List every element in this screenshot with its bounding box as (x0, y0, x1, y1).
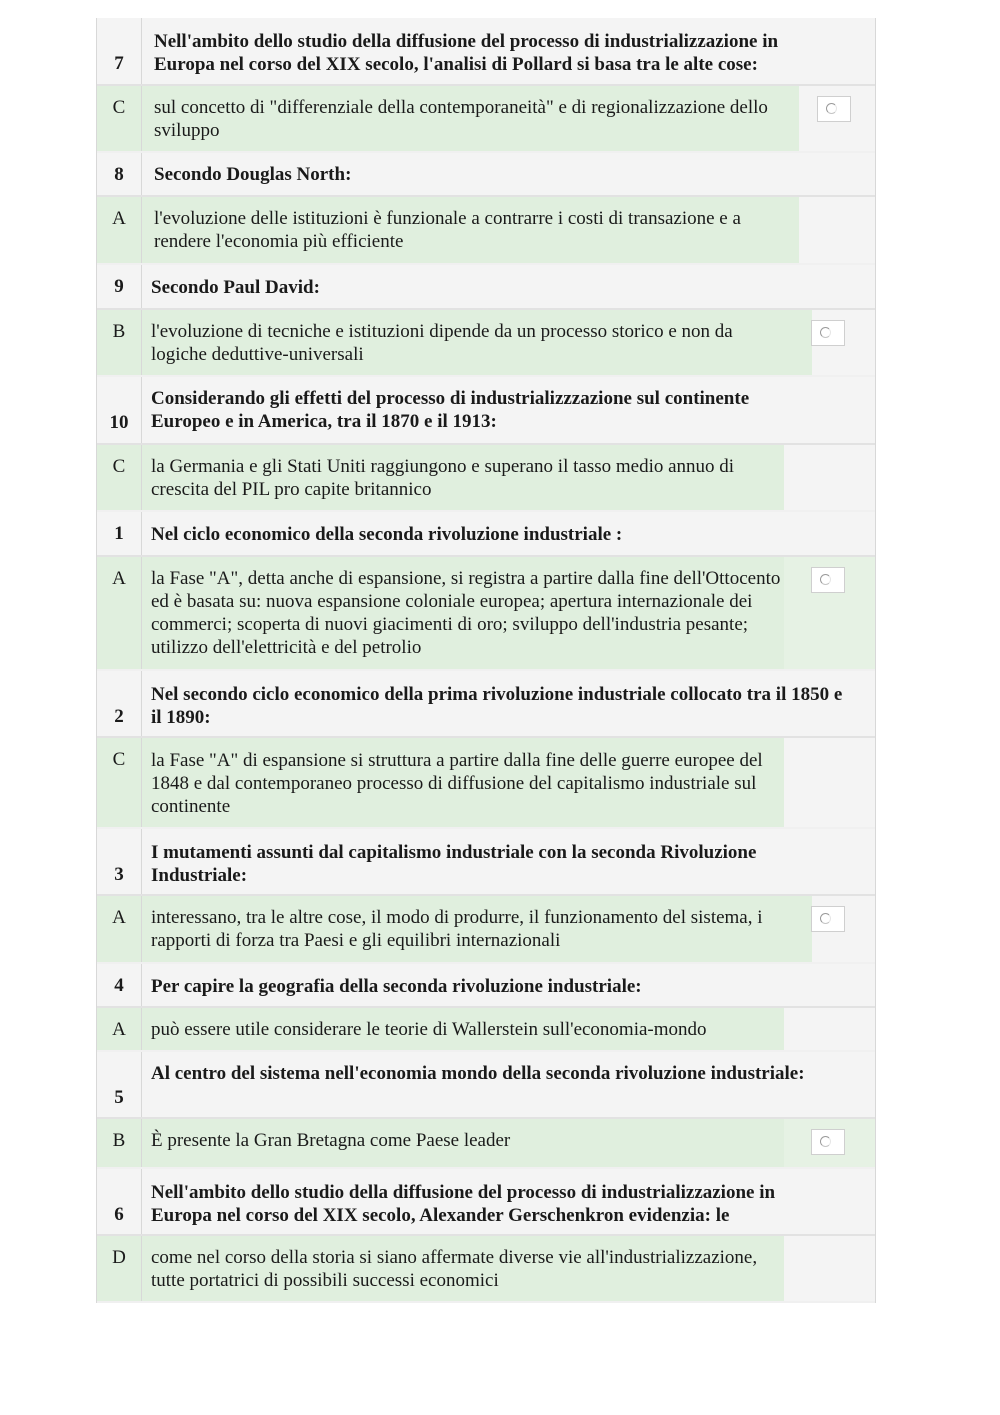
question-text: Nel secondo ciclo economico della prima rivoluzione industriale collocato tra il 1850 e il 1890: (151, 684, 843, 728)
column-divider (141, 197, 142, 263)
column-divider (141, 1008, 142, 1050)
column-divider (141, 265, 142, 308)
question-number: 4 (114, 975, 124, 996)
question-number: 8 (114, 164, 124, 185)
question-number: 1 (114, 523, 124, 544)
column-divider (141, 18, 142, 84)
answer-text: la Fase "A" di espansione si struttura a partire dalla fine delle guerre europee del 1848 e dal contemporaneo processo di diffusione del capitalismo industriale sul continente (151, 750, 763, 817)
question-row (97, 377, 875, 445)
answer-text: l'evoluzione delle istituzioni è funzionale a contrarre i costi di transazione e a rendere l'economia più efficiente (154, 208, 741, 252)
question-text: Nell'ambito dello studio della diffusione del processo di industrializzazione in Europa nel corso del XIX secolo, l'analisi di Pollard si basa tra le alte cose: (154, 31, 779, 75)
answer-row (97, 1008, 875, 1052)
question-number: 3 (114, 864, 124, 885)
column-divider (141, 1169, 142, 1234)
column-divider (141, 1119, 142, 1167)
row-side-cell (784, 1236, 875, 1301)
answer-text: interessano, tra le altre cose, il modo di produrre, il funzionamento del sistema, i rapporti di forza tra Paesi e gli equilibri internazionali (151, 907, 763, 951)
question-number: 2 (114, 706, 124, 727)
answer-row (97, 86, 875, 153)
question-text: Secondo Douglas North: (154, 164, 352, 185)
column-divider (141, 829, 142, 894)
question-number: 7 (114, 53, 124, 74)
column-divider (141, 896, 142, 962)
answer-text: come nel corso della storia si siano affermate diverse vie all'industrializzazione, tutte portatrici di possibili successi economici (151, 1247, 758, 1291)
answer-row (97, 445, 875, 512)
answer-letter: A (112, 907, 126, 928)
answer-letter: C (112, 456, 126, 477)
question-row (97, 18, 875, 86)
column-divider (141, 310, 142, 375)
answer-letter: B (112, 321, 126, 342)
answer-letter: A (112, 568, 126, 589)
answer-text: l'evoluzione di tecniche e istituzioni dipende da un processo storico e non da logiche deduttive-universali (151, 321, 733, 365)
column-divider (141, 738, 142, 827)
question-text: Considerando gli effetti del processo di industrializzzazione sul continente Europeo e in America, tra il 1870 e il 1913: (151, 388, 750, 432)
question-text: Nell'ambito dello studio della diffusione del processo di industrializzazione in Europa nel corso del XIX secolo, Alexander Gerschenkron evidenzia: le (151, 1182, 776, 1226)
column-divider (141, 1236, 142, 1301)
answer-letter: C (112, 97, 126, 118)
row-side-cell (784, 445, 875, 510)
answer-text: sul concetto di "differenziale della contemporaneità" e di regionalizzazione dello sviluppo (154, 97, 768, 141)
question-row (97, 265, 875, 310)
answer-radio-button[interactable] (811, 906, 845, 932)
question-row (97, 153, 875, 197)
answer-text: la Fase "A", detta anche di espansione, si registra a partire dalla fine dell'Ottocento ed è basata su: nuova espansione coloniale europea; apertura internazionale dei commerci; scoperta di nuovi giacimenti di oro; sviluppo dell'industria pesante; utilizzo dell'elettricità e del petrolio (151, 568, 781, 658)
question-row (97, 512, 875, 557)
answer-row (97, 557, 875, 671)
answer-letter: A (112, 208, 126, 229)
question-text: Per capire la geografia della seconda rivoluzione industriale: (151, 976, 642, 997)
answer-row (97, 310, 875, 377)
column-divider (141, 445, 142, 510)
column-divider (141, 153, 142, 195)
answer-row (97, 1119, 875, 1169)
question-row (97, 964, 875, 1008)
answer-text: può essere utile considerare le teorie di Wallerstein sull'economia-mondo (151, 1019, 707, 1040)
answer-radio-button[interactable] (817, 96, 851, 122)
column-divider (141, 671, 142, 736)
answer-text: la Germania e gli Stati Uniti raggiungono e superano il tasso medio annuo di crescita del PIL pro capite britannico (151, 456, 735, 500)
answer-radio-button[interactable] (811, 567, 845, 593)
row-side-cell (784, 738, 875, 827)
column-divider (141, 964, 142, 1006)
column-divider (141, 377, 142, 443)
question-number: 6 (114, 1204, 124, 1225)
answer-text: È presente la Gran Bretagna come Paese leader (151, 1130, 511, 1151)
answer-letter: C (112, 749, 126, 770)
row-side-cell (784, 1008, 875, 1050)
question-row (97, 829, 875, 896)
column-divider (141, 1052, 142, 1117)
answer-letter: A (112, 1019, 126, 1040)
quiz-table (96, 18, 876, 1303)
answer-radio-button[interactable] (811, 1129, 845, 1155)
question-row (97, 1169, 875, 1236)
answer-radio-button[interactable] (811, 320, 845, 346)
answer-row (97, 1236, 875, 1303)
question-number: 5 (114, 1087, 124, 1108)
question-row (97, 671, 875, 738)
answer-row (97, 197, 875, 265)
column-divider (141, 512, 142, 555)
question-number: 10 (109, 412, 129, 433)
answer-letter: B (112, 1130, 126, 1151)
answer-row (97, 896, 875, 964)
column-divider (141, 86, 142, 151)
question-text: Al centro del sistema nell'economia mondo della seconda rivoluzione industriale: (151, 1063, 805, 1084)
answer-letter: D (112, 1247, 126, 1268)
row-side-cell (799, 197, 875, 263)
question-row (97, 1052, 875, 1119)
question-text: Nel ciclo economico della seconda rivoluzione industriale : (151, 524, 623, 545)
question-text: Secondo Paul David: (151, 277, 320, 298)
answer-row (97, 738, 875, 829)
question-number: 9 (114, 276, 124, 297)
column-divider (141, 557, 142, 669)
question-text: I mutamenti assunti dal capitalismo industriale con la seconda Rivoluzione Industriale: (151, 842, 757, 886)
